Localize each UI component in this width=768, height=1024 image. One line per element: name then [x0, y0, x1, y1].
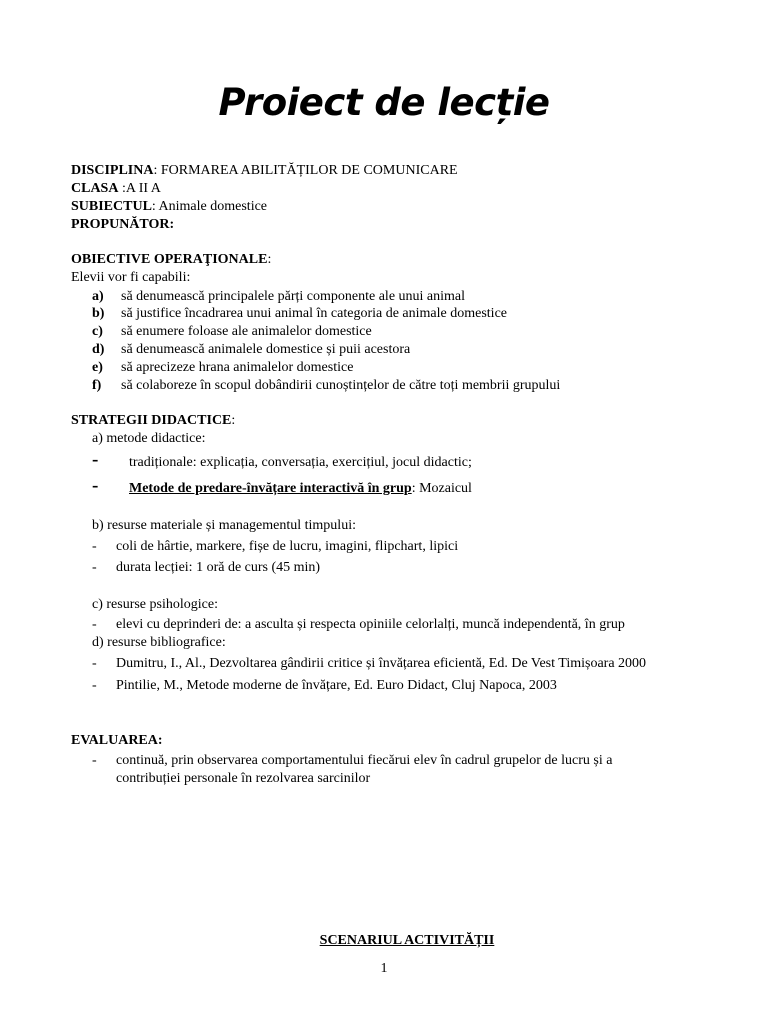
- disciplina-value: : FORMAREA ABILITĂȚILOR DE COMUNICARE: [153, 163, 458, 178]
- traditional-methods: tradiționale: explicația, conversația, exercițiul, jocul didactic;: [129, 455, 472, 470]
- objectives-intro: Elevii vor fi capabili:: [71, 270, 191, 285]
- scenario-heading: SCENARIUL ACTIVITĂȚII: [319, 933, 495, 948]
- disciplina-line: [71, 163, 458, 179]
- disciplina-label: DISCIPLINA: [71, 163, 154, 178]
- objective-marker: c): [92, 324, 103, 339]
- evaluation-heading: EVALUAREA:: [71, 733, 163, 748]
- objective-marker: d): [92, 342, 105, 357]
- psychological-label: c) resurse psihologice:: [92, 597, 218, 612]
- document-title: Proiect de lecție: [218, 81, 550, 124]
- bibliography-item: Dumitru, I., Al., Dezvoltarea gândirii critice și învățarea eficientă, Ed. De Vest Timișoara 2000: [116, 656, 647, 671]
- propunator-label: PROPUNĂTOR:: [71, 217, 175, 232]
- psychological-item: elevi cu deprinderi de: a asculta și respecta opiniile celorlalți, muncă independentă, în grup: [116, 617, 625, 632]
- page-number: 1: [380, 961, 388, 976]
- objective-marker: a): [92, 289, 104, 304]
- objective-marker: b): [92, 306, 105, 321]
- subiectul-line: [71, 199, 267, 215]
- list-dash: -: [92, 449, 99, 470]
- objectives-heading-line: [71, 252, 271, 268]
- objective-marker: f): [92, 378, 102, 393]
- interactive-methods-rest: : Mozaicul: [411, 481, 472, 496]
- objective-marker: e): [92, 360, 103, 375]
- bibliography-item: Pintilie, M., Metode moderne de învățare, Ed. Euro Didact, Cluj Napoca, 2003: [116, 678, 557, 693]
- list-dash: -: [92, 560, 97, 575]
- subiectul-value: : Animale domestice: [151, 199, 268, 214]
- strategies-heading-colon: :: [231, 413, 236, 428]
- list-dash: -: [92, 656, 97, 671]
- list-dash: -: [92, 753, 97, 768]
- materials-item: coli de hârtie, markere, fișe de lucru, imagini, flipchart, lipici: [116, 539, 459, 554]
- duration-item: durata lecției: 1 oră de curs (45 min): [116, 560, 321, 575]
- bibliography-label: d) resurse bibliografice:: [92, 635, 226, 650]
- interactive-methods-title: Metode de predare-învățare interactivă în grup: [129, 481, 412, 496]
- objectives-heading-colon: :: [267, 252, 272, 267]
- subiectul-label: SUBIECTUL: [71, 199, 152, 214]
- strategies-heading-line: [71, 413, 235, 429]
- strategies-heading: STRATEGII DIDACTICE: [71, 413, 232, 428]
- clasa-value: :A II A: [118, 181, 161, 196]
- objective-text: să enumere foloase ale animalelor domestice: [121, 324, 372, 339]
- clasa-label: CLASA: [71, 181, 119, 196]
- objective-text: să colaboreze în scopul dobândirii cunoștințelor de către toți membrii grupului: [121, 378, 561, 393]
- list-dash: -: [92, 475, 99, 496]
- methods-label: a) metode didactice:: [92, 431, 206, 446]
- evaluation-line: contribuției personale în rezolvarea sarcinilor: [116, 771, 371, 786]
- evaluation-line: continuă, prin observarea comportamentului fiecărui elev în cadrul grupelor de lucru și a: [116, 753, 613, 768]
- clasa-line: [71, 181, 161, 197]
- materials-label: b) resurse materiale și managementul timpului:: [92, 518, 356, 533]
- objective-text: să justifice încadrarea unui animal în categoria de animale domestice: [121, 306, 507, 321]
- list-dash: -: [92, 617, 97, 632]
- objective-text: să denumească principalele părți componente ale unui animal: [121, 289, 466, 304]
- objectives-heading: OBIECTIVE OPERAŢIONALE: [71, 252, 268, 267]
- objective-text: să aprecizeze hrana animalelor domestice: [121, 360, 354, 375]
- interactive-methods: [129, 481, 472, 497]
- objective-text: să denumească animalele domestice și puii acestora: [121, 342, 411, 357]
- list-dash: -: [92, 678, 97, 693]
- list-dash: -: [92, 539, 97, 554]
